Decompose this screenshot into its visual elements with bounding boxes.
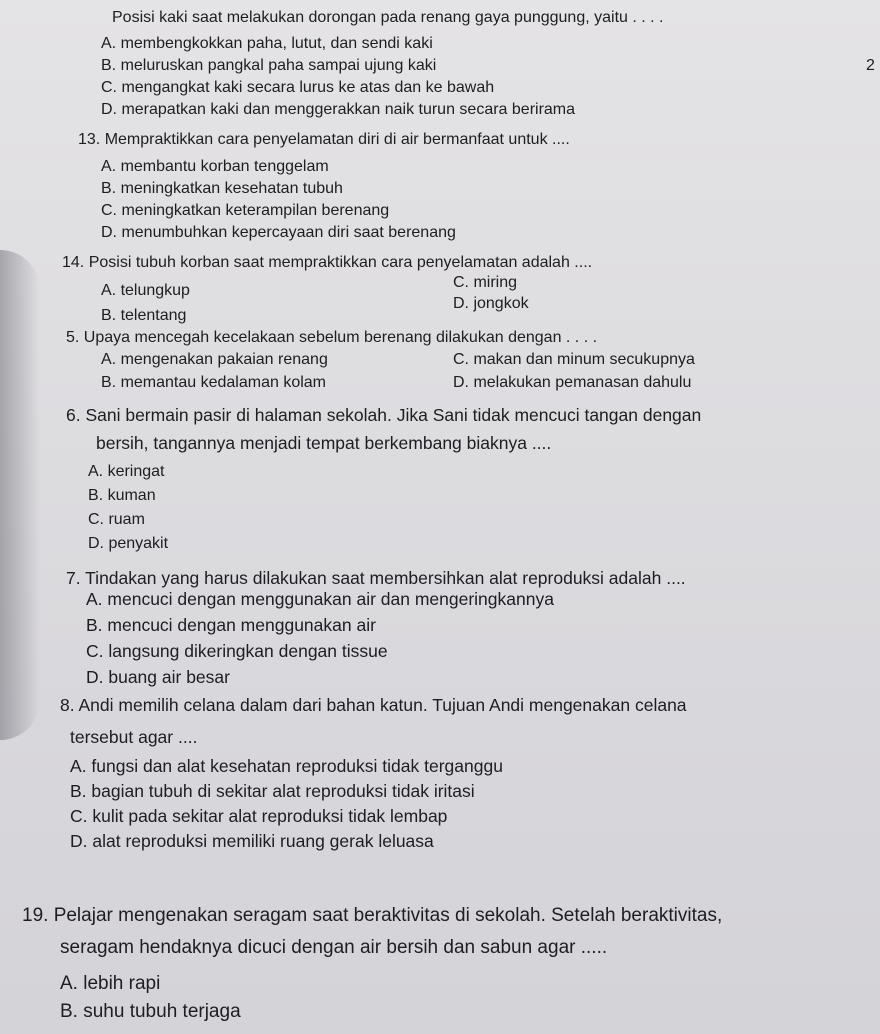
q14-option-a: A. telungkup xyxy=(101,282,190,299)
q19-stem-line1: 19. Pelajar mengenakan seragam saat beraktivitas di sekolah. Setelah beraktivitas, xyxy=(22,905,723,926)
q18-stem-line1: 8. Andi memilih celana dalam dari bahan katun. Tujuan Andi mengenakan celana xyxy=(60,695,687,715)
q13-stem: 13. Mempraktikkan cara penyelamatan diri di air bermanfaat untuk .... xyxy=(78,131,570,148)
q14-stem: 14. Posisi tubuh korban saat mempraktikkan cara penyelamatan adalah .... xyxy=(62,254,593,271)
q17-option-d: D. buang air besar xyxy=(86,667,230,687)
q17-option-c: C. langsung dikeringkan dengan tissue xyxy=(86,641,388,661)
q17-option-b: B. mencuci dengan menggunakan air xyxy=(86,615,376,635)
q19-option-b: B. suhu tubuh terjaga xyxy=(60,1001,241,1022)
q17-stem: 7. Tindakan yang harus dilakukan saat membersihkan alat reproduksi adalah .... xyxy=(66,568,686,588)
q14-option-b: B. telentang xyxy=(101,307,187,324)
q16-stem-line1: 6. Sani bermain pasir di halaman sekolah. Jika Sani tidak mencuci tangan dengan xyxy=(66,405,702,425)
page-curl-shadow xyxy=(0,250,40,740)
q16-stem-line2: bersih, tangannya menjadi tempat berkembang biaknya .... xyxy=(96,433,552,453)
q18-option-c: C. kulit pada sekitar alat reproduksi tidak lembap xyxy=(70,806,448,826)
q16-option-d: D. penyakit xyxy=(88,535,169,552)
q15-stem: 5. Upaya mencegah kecelakaan sebelum berenang dilakukan dengan . . . . xyxy=(66,329,598,346)
q14-option-d: D. jongkok xyxy=(453,295,529,312)
q13-option-d: D. menumbuhkan kepercayaan diri saat berenang xyxy=(101,224,456,241)
q12-option-a: A. membengkokkan paha, lutut, dan sendi kaki xyxy=(101,35,433,52)
page-number: 2 xyxy=(866,57,875,74)
q18-option-a: A. fungsi dan alat kesehatan reproduksi tidak terganggu xyxy=(70,756,503,776)
q16-option-c: C. ruam xyxy=(88,511,145,528)
q14-option-c: C. miring xyxy=(453,274,518,291)
q16-option-a: A. keringat xyxy=(88,463,165,480)
q19-option-a: A. lebih rapi xyxy=(60,973,161,994)
q12-option-c: C. mengangkat kaki secara lurus ke atas dan ke bawah xyxy=(101,79,495,96)
q12-stem: Posisi kaki saat melakukan dorongan pada renang gaya punggung, yaitu . . . . xyxy=(112,9,664,26)
q13-option-b: B. meningkatkan kesehatan tubuh xyxy=(101,180,343,197)
q15-option-c: C. makan dan minum secukupnya xyxy=(453,351,695,368)
q18-option-b: B. bagian tubuh di sekitar alat reproduksi tidak iritasi xyxy=(70,781,475,801)
q13-option-c: C. meningkatkan keterampilan berenang xyxy=(101,202,390,219)
q19-stem-line2: seragam hendaknya dicuci dengan air bersih dan sabun agar ..... xyxy=(60,937,608,958)
q15-option-b: B. memantau kedalaman kolam xyxy=(101,374,326,391)
q17-option-a: A. mencuci dengan menggunakan air dan mengeringkannya xyxy=(86,589,554,609)
q12-option-b: B. meluruskan pangkal paha sampai ujung kaki xyxy=(101,57,437,74)
q16-option-b: B. kuman xyxy=(88,487,156,504)
q12-option-d: D. merapatkan kaki dan menggerakkan naik turun secara berirama xyxy=(101,101,576,118)
q18-stem-line2: tersebut agar .... xyxy=(70,727,198,747)
q13-option-a: A. membantu korban tenggelam xyxy=(101,158,329,175)
q18-option-d: D. alat reproduksi memiliki ruang gerak leluasa xyxy=(70,831,434,851)
q15-option-d: D. melakukan pemanasan dahulu xyxy=(453,374,692,391)
q15-option-a: A. mengenakan pakaian renang xyxy=(101,351,328,368)
